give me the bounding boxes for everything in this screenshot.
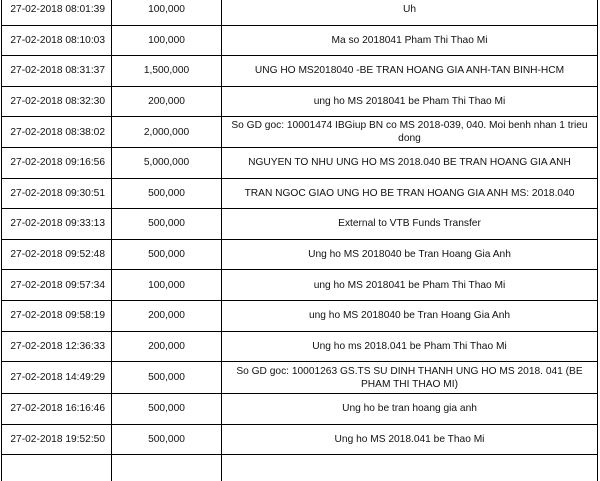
transaction-amount: 200,000 [112,86,222,117]
transactions-table [1,0,598,481]
transaction-date: 27-02-2018 08:01:39 [2,0,112,25]
transaction-amount: 200,000 [112,300,222,331]
transaction-amount: 1,500,000 [112,56,222,87]
transaction-date: 27-02-2018 09:16:56 [2,147,112,178]
transaction-description: NGUYEN TO NHU UNG HO MS 2018.040 BE TRAN HOANG GIA ANH [222,147,598,178]
transaction-amount: 500,000 [112,394,222,425]
transaction-amount: 500,000 [112,239,222,270]
table-row [2,394,598,425]
transaction-amount: 500,000 [112,178,222,209]
table-row [2,147,598,178]
transaction-date: 27-02-2018 09:52:48 [2,239,112,270]
transaction-date: 27-02-2018 14:49:29 [2,362,112,394]
transaction-date: 27-02-2018 08:38:02 [2,117,112,148]
transaction-description: So GD goc: 10001263 GS.TS SU DINH THANH UNG HO MS 2018. 041 (BE PHAM THI THAO MI) [222,362,598,394]
transaction-description: Ung ho MS 2018040 be Tran Hoang Gia Anh [222,239,598,270]
transaction-amount: 100,000 [112,25,222,56]
transaction-description: So GD goc: 10001474 IBGiup BN co MS 2018-039, 040. Moi benh nhan 1 trieu dong [222,117,598,148]
transaction-date [2,455,112,481]
transaction-amount: 5,000,000 [112,147,222,178]
table-row [2,300,598,331]
table-row [2,117,598,148]
transaction-date: 27-02-2018 09:57:34 [2,270,112,301]
transaction-description: Ung ho MS 2018.041 be Thao Mi [222,424,598,455]
table-row [2,25,598,56]
table-row [2,239,598,270]
transaction-description: ung ho MS 2018041 be Pham Thi Thao Mi [222,270,598,301]
transactions-table-body [2,0,598,481]
transaction-date: 27-02-2018 09:58:19 [2,300,112,331]
transaction-amount: 100,000 [112,0,222,25]
table-row [2,331,598,362]
transaction-amount: 100,000 [112,270,222,301]
transaction-description: ung ho MS 2018041 be Pham Thi Thao Mi [222,86,598,117]
table-row [2,56,598,87]
transaction-description: Ma so 2018041 Pham Thi Thao Mi [222,25,598,56]
transaction-amount: 2,000,000 [112,117,222,148]
transaction-description: TRAN NGOC GIAO UNG HO BE TRAN HOANG GIA ANH MS: 2018.040 [222,178,598,209]
table-row [2,209,598,240]
table-row [2,270,598,301]
transaction-description: Ung ho be tran hoang gia anh [222,394,598,425]
table-row [2,178,598,209]
table-row [2,424,598,455]
transaction-date: 27-02-2018 08:31:37 [2,56,112,87]
table-row [2,0,598,25]
transaction-description: UNG HO MS2018040 -BE TRAN HOANG GIA ANH-TAN BINH-HCM [222,56,598,87]
transaction-amount [112,455,222,481]
transaction-description [222,455,598,481]
transaction-description: Uh [222,0,598,25]
transaction-date: 27-02-2018 09:30:51 [2,178,112,209]
transaction-date: 27-02-2018 08:10:03 [2,25,112,56]
table-row [2,86,598,117]
transaction-amount: 500,000 [112,424,222,455]
transaction-description: ung ho MS 2018040 be Tran Hoang Gia Anh [222,300,598,331]
transaction-amount: 200,000 [112,331,222,362]
transaction-date: 27-02-2018 08:32:30 [2,86,112,117]
transaction-amount: 500,000 [112,362,222,394]
table-row [2,455,598,481]
transaction-date: 27-02-2018 19:52:50 [2,424,112,455]
transaction-date: 27-02-2018 16:16:46 [2,394,112,425]
transaction-amount: 500,000 [112,209,222,240]
transaction-description: Ung ho ms 2018.041 be Pham Thi Thao Mi [222,331,598,362]
transaction-date: 27-02-2018 12:36:33 [2,331,112,362]
table-row [2,362,598,394]
transaction-date: 27-02-2018 09:33:13 [2,209,112,240]
transaction-description: External to VTB Funds Transfer [222,209,598,240]
